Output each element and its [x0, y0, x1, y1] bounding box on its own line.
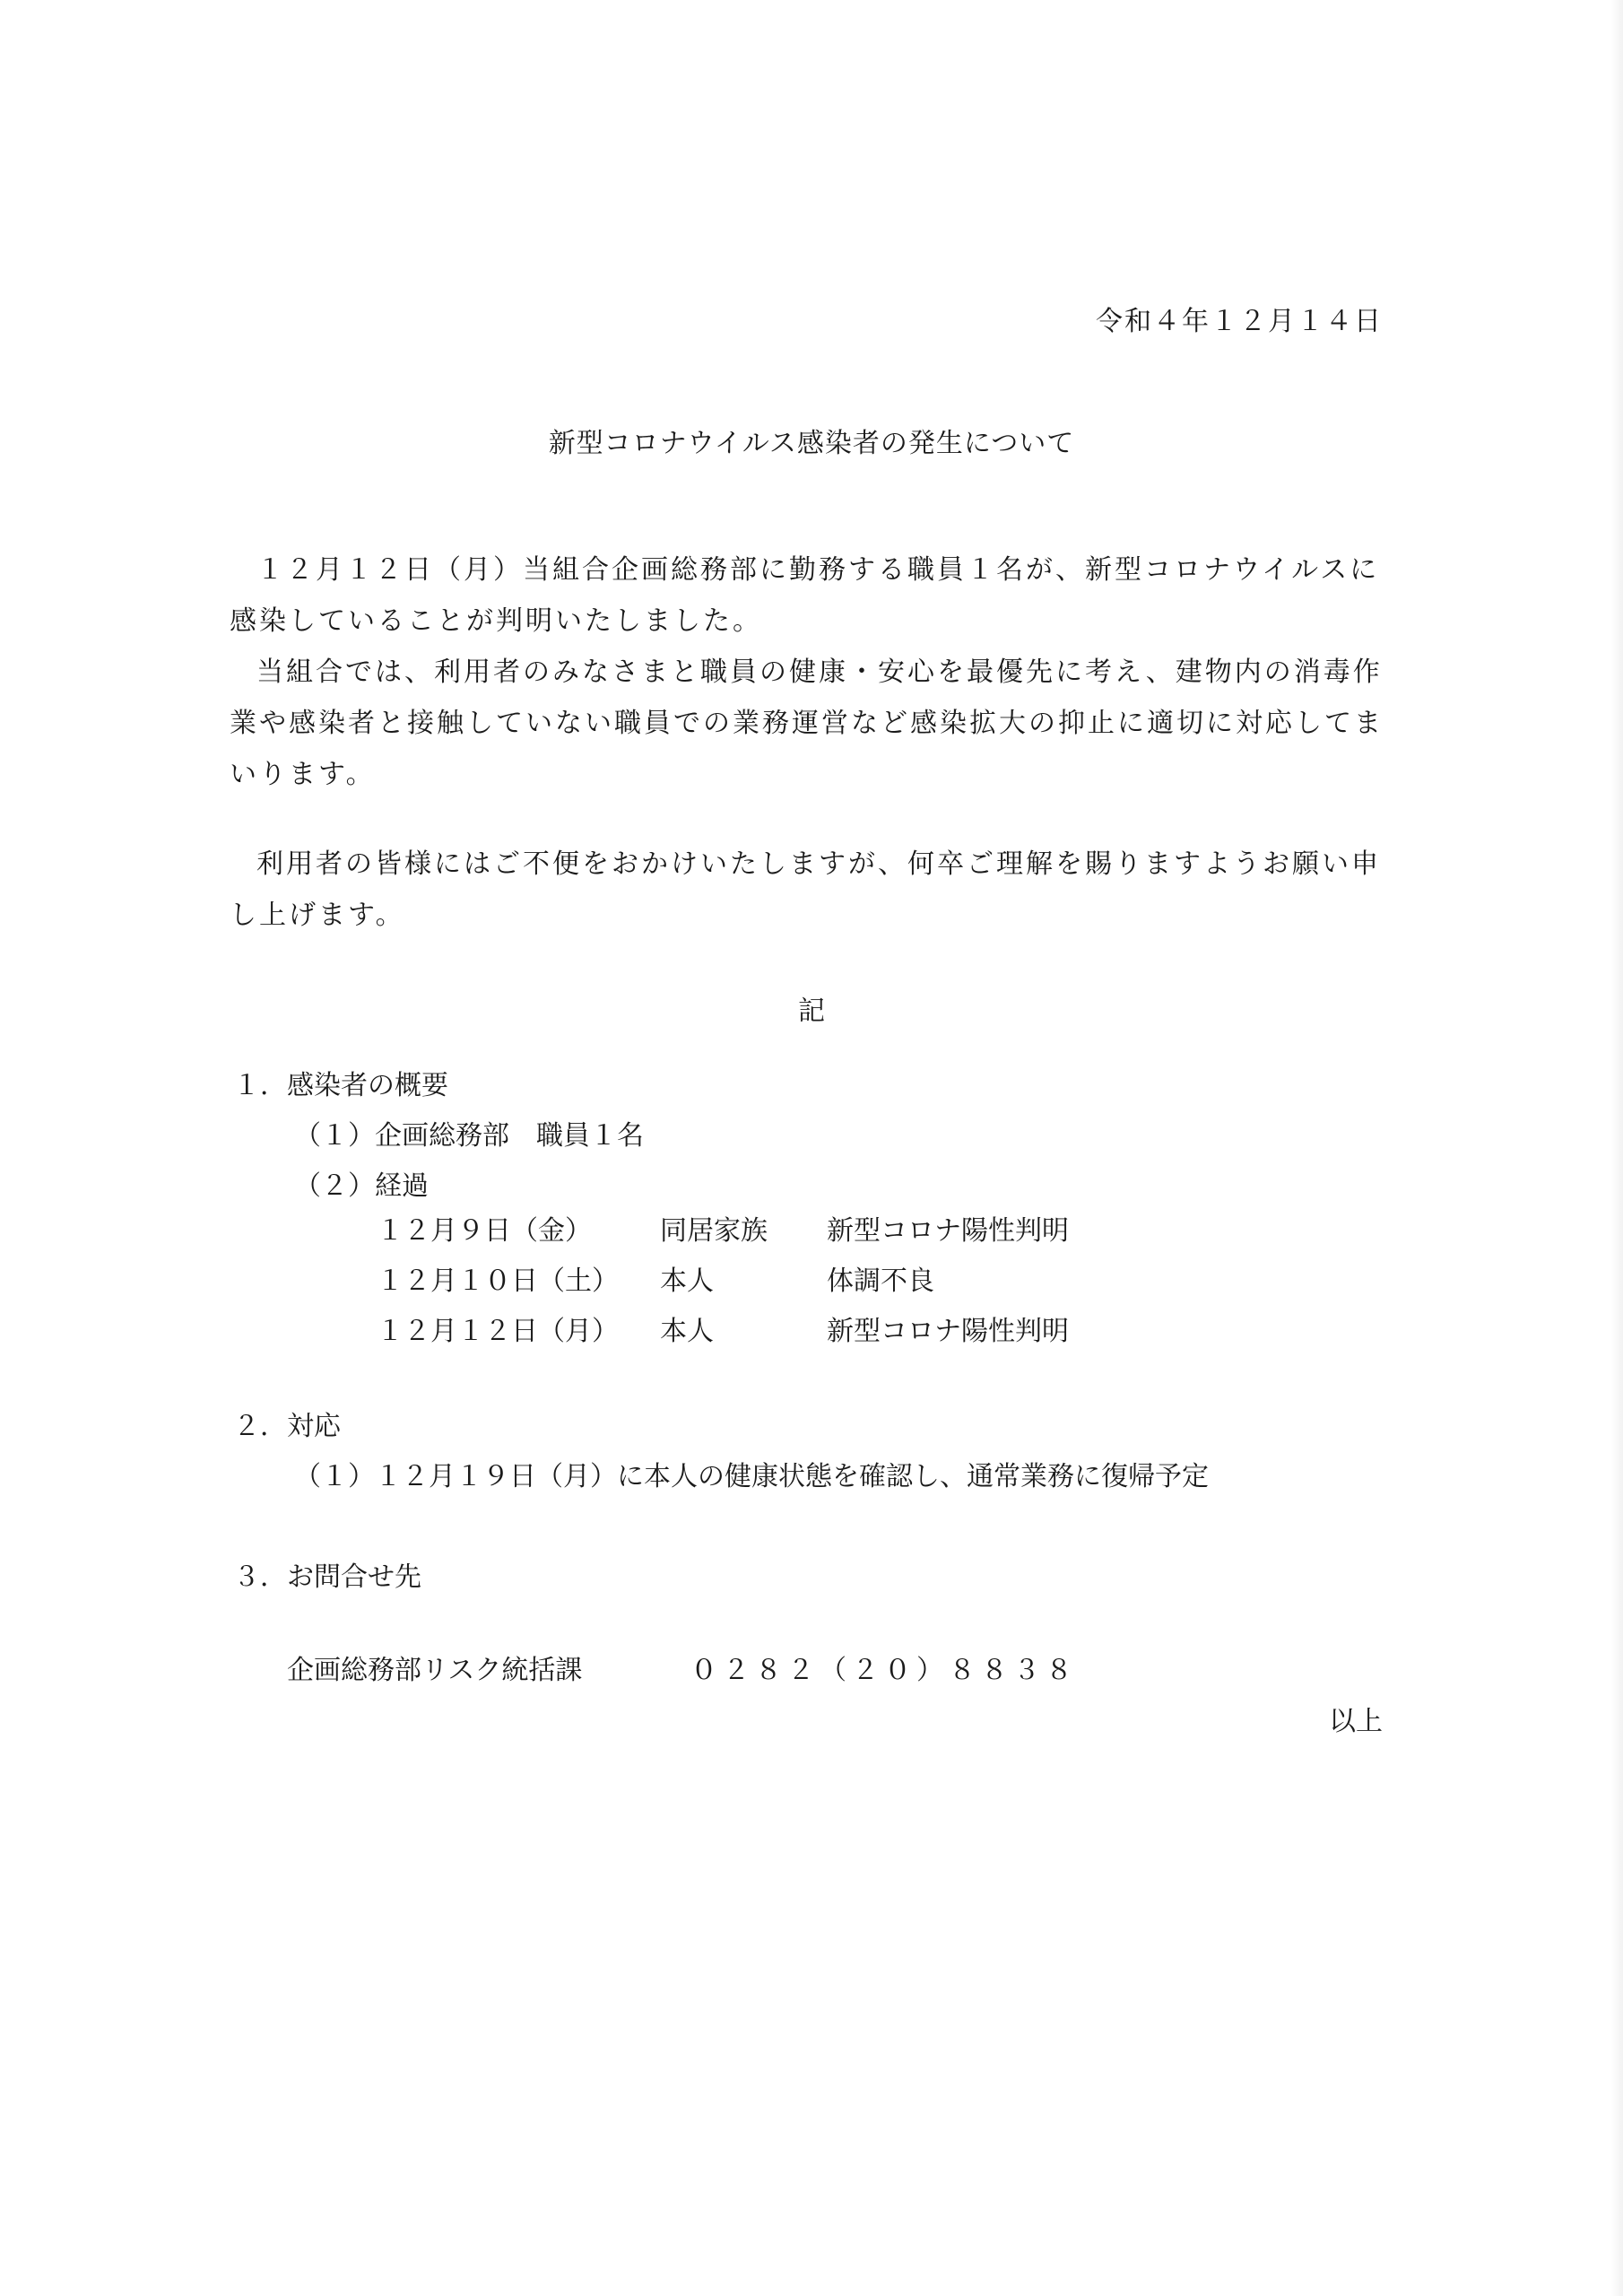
timeline-event: 体調不良: [827, 1265, 934, 1297]
contact-phone: ０２８２（２０）８８３８: [690, 1655, 1078, 1686]
paragraph-apology: 利用者の皆様にはご不便をおかけいたしますが、何卒ご理解を賜りますようお願い申し上げます。: [230, 848, 1381, 931]
document-date: 令和４年１２月１４日: [1096, 306, 1383, 337]
apology-block: [230, 839, 1386, 941]
intro-paragraphs: [230, 544, 1386, 800]
timeline-date: １２月１２日（月）: [377, 1316, 619, 1347]
timeline-date: １２月１０日（土）: [377, 1265, 619, 1297]
timeline-who: 同居家族: [660, 1215, 768, 1247]
scan-edge: [1610, 0, 1623, 2296]
timeline-date: １２月９日（金）: [377, 1215, 592, 1247]
section2-heading: ２．対応: [233, 1411, 341, 1442]
section1-item2: （２）経過: [294, 1170, 429, 1202]
ki-heading: 記: [798, 996, 825, 1027]
paragraph-infection-report: １２月１２日（月）当組合企画総務部に勤務する職員１名が、新型コロナウイルスに感染していることが判明いたしました。: [230, 554, 1380, 637]
timeline-who: 本人: [660, 1265, 714, 1297]
timeline-event: 新型コロナ陽性判明: [827, 1215, 1069, 1247]
closing-mark: 以上: [1329, 1706, 1383, 1737]
section1-heading: １．感染者の概要: [233, 1070, 448, 1101]
section2-item1: （１）１２月１９日（月）に本人の健康状態を確認し、通常業務に復帰予定: [294, 1461, 1209, 1492]
section3-heading: ３．お問合せ先: [233, 1561, 421, 1593]
contact-department: 企画総務部リスク統括課: [287, 1655, 583, 1686]
timeline-who: 本人: [660, 1316, 714, 1347]
section1-item1: （１）企画総務部 職員１名: [294, 1120, 644, 1152]
timeline-event: 新型コロナ陽性判明: [827, 1316, 1069, 1347]
paragraph-response: 当組合では、利用者のみなさまと職員の健康・安心を最優先に考え、建物内の消毒作業や感染者と接触していない職員での業務運営など感染拡大の抑止に適切に対応してまいります。: [230, 657, 1384, 790]
document-title: 新型コロナウイルス感染者の発生について: [548, 428, 1075, 459]
